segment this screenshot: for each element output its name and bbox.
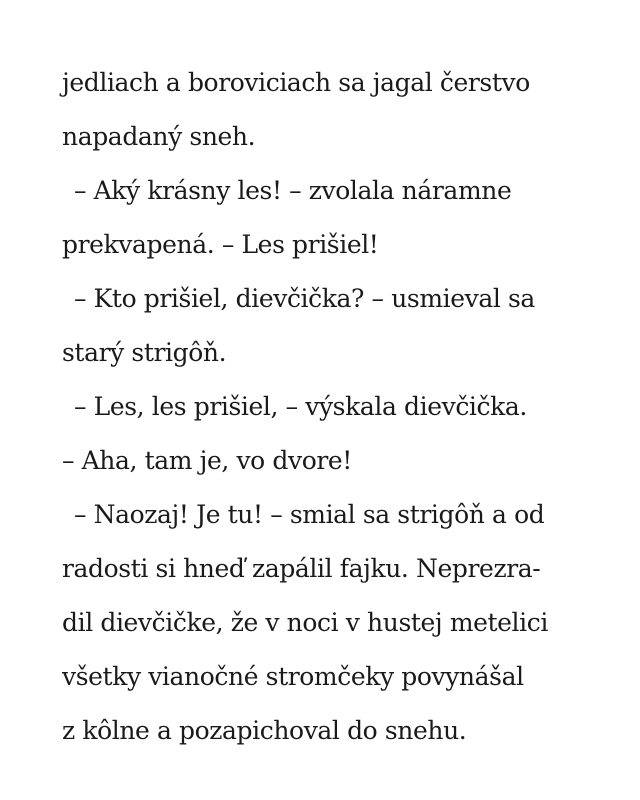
dialogue-line: – Aký krásny les! – zvolala náramne: [74, 176, 512, 205]
text-line: prekvapená. – Les prišiel!: [62, 230, 379, 259]
text-line: všetky vianočné stromčeky povynášal: [62, 662, 524, 691]
text-line: starý strigôň.: [62, 338, 227, 367]
dialogue-line: – Kto prišiel, dievčička? – usmieval sa: [74, 284, 535, 313]
text-line: napadaný sneh.: [62, 122, 256, 151]
dialogue-line: – Naozaj! Je tu! – smial sa strigôň a od: [74, 500, 545, 529]
text-line: – Aha, tam je, vo dvore!: [62, 446, 352, 475]
text-line: jedliach a boroviciach sa jagal čerstvo: [62, 68, 530, 97]
text-line: z kôlne a pozapichoval do snehu.: [62, 716, 467, 745]
dialogue-line: – Les, les prišiel, – výskala dievčička.: [74, 392, 527, 421]
text-line: dil dievčičke, že v noci v hustej metelici: [62, 608, 548, 637]
text-line: radosti si hneď zapálil fajku. Neprezra-: [62, 554, 541, 583]
page-text: [62, 56, 592, 758]
